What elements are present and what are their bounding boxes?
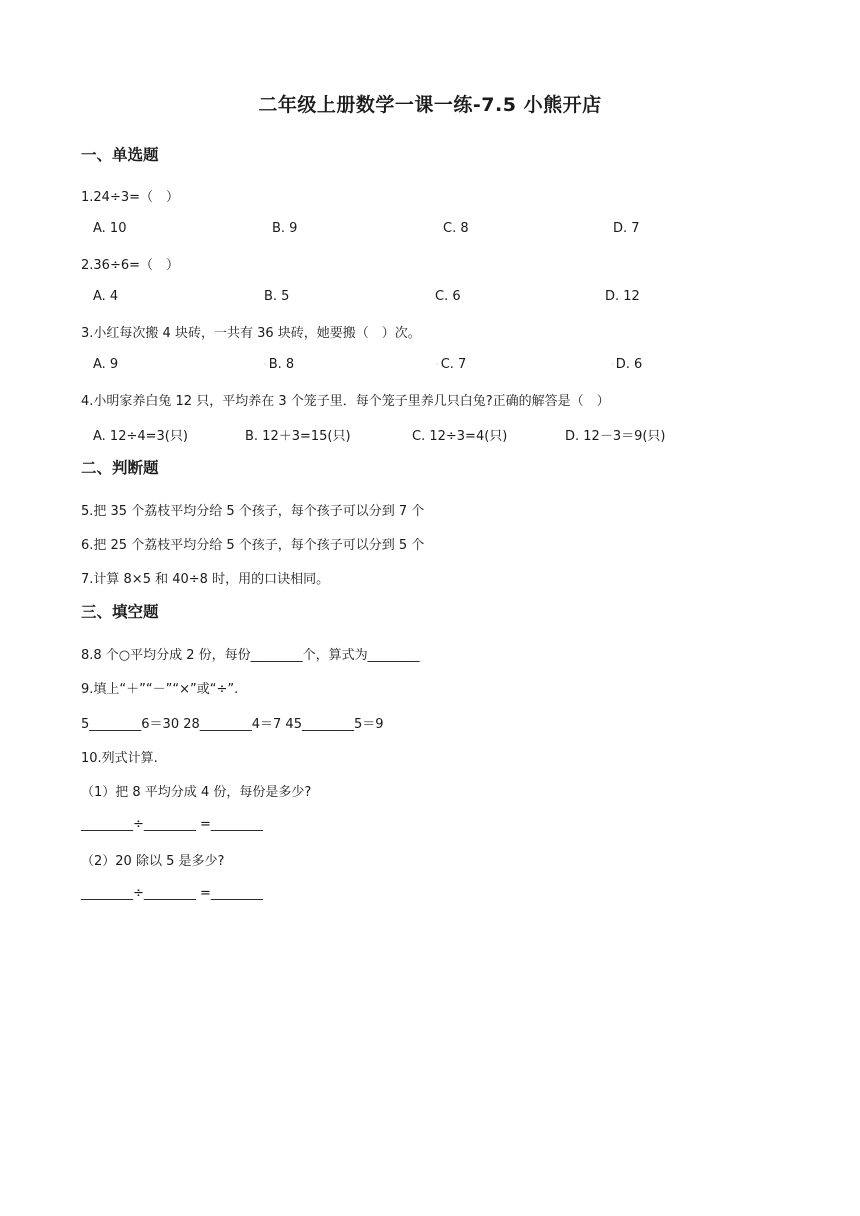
question-1-option-c[interactable]: C. 8 [443, 221, 469, 236]
question-9-blanks[interactable]: 5________6＝30 28________4＝7 45________5＝9 [81, 717, 384, 732]
question-2-option-b[interactable]: B. 5 [264, 289, 290, 304]
question-4-option-a[interactable]: A. 12÷4=3(只) [93, 429, 188, 444]
question-2-option-c[interactable]: C. 6 [435, 289, 461, 304]
question-3-option-a[interactable]: A. 9 [93, 357, 119, 372]
question-1-option-d[interactable]: D. 7 [613, 221, 640, 236]
question-4-option-b[interactable]: B. 12＋3=15(只) [245, 429, 351, 444]
question-3: 3.小红每次搬 4 块砖，一共有 36 块砖，她要搬（ ）次。 [81, 326, 421, 341]
question-2-option-d[interactable]: D. 12 [605, 289, 640, 304]
section-title-single-choice: 一、单选题 [81, 146, 159, 164]
question-2: 2.36÷6=（ ） [81, 258, 180, 273]
question-10-part-2: （2）20 除以 5 是多少? [81, 854, 225, 869]
question-10-part-1-answer[interactable]: ________÷________ =________ [81, 817, 263, 832]
question-3-option-d-wrap[interactable] [610, 357, 642, 372]
question-6: 6.把 25 个荔枝平均分给 5 个孩子，每个孩子可以分到 5 个 [81, 538, 425, 553]
question-8[interactable]: 8.8 个○平均分成 2 份，每份________个，算式为________ [81, 648, 420, 663]
question-10-part-2-answer[interactable]: ________÷________ =________ [81, 886, 263, 901]
question-5: 5.把 35 个荔枝平均分给 5 个孩子，每个孩子可以分到 7 个 [81, 504, 425, 519]
question-3-option-b: B. 8 [268, 357, 295, 372]
question-4: 4.小明家养白兔 12 只，平均养在 3 个笼子里．每个笼子里养几只白兔?正确的解答是（ ） [81, 394, 610, 409]
anchor-dot-icon: ◦ [610, 360, 615, 369]
question-2-option-a[interactable]: A. 4 [93, 289, 119, 304]
question-3-option-c: C. 7 [440, 357, 467, 372]
section-title-true-false: 二、判断题 [81, 459, 159, 477]
question-3-option-b-wrap[interactable] [263, 357, 294, 372]
page-title: 二年级上册数学一课一练-7.5 小熊开店 [258, 94, 602, 116]
question-3-option-c-wrap[interactable] [435, 357, 466, 372]
question-4-option-c[interactable]: C. 12÷3=4(只) [412, 429, 508, 444]
question-7: 7.计算 8×5 和 40÷8 时，用的口诀相同。 [81, 572, 330, 587]
question-1-option-a[interactable]: A. 10 [93, 221, 127, 236]
question-1: 1.24÷3=（ ） [81, 190, 180, 205]
question-3-option-d: D. 6 [615, 357, 643, 372]
question-1-option-b[interactable]: B. 9 [272, 221, 298, 236]
question-10-part-1: （1）把 8 平均分成 4 份，每份是多少? [81, 785, 312, 800]
question-4-option-d[interactable]: D. 12－3＝9(只) [565, 429, 666, 444]
anchor-dot-icon: ◦ [435, 360, 440, 369]
section-title-fill-blank: 三、填空题 [81, 603, 159, 621]
question-10: 10.列式计算. [81, 751, 158, 766]
question-9: 9.填上“＋”“－”“×”或“÷”. [81, 682, 239, 697]
anchor-dot-icon: ◦ [263, 360, 268, 369]
